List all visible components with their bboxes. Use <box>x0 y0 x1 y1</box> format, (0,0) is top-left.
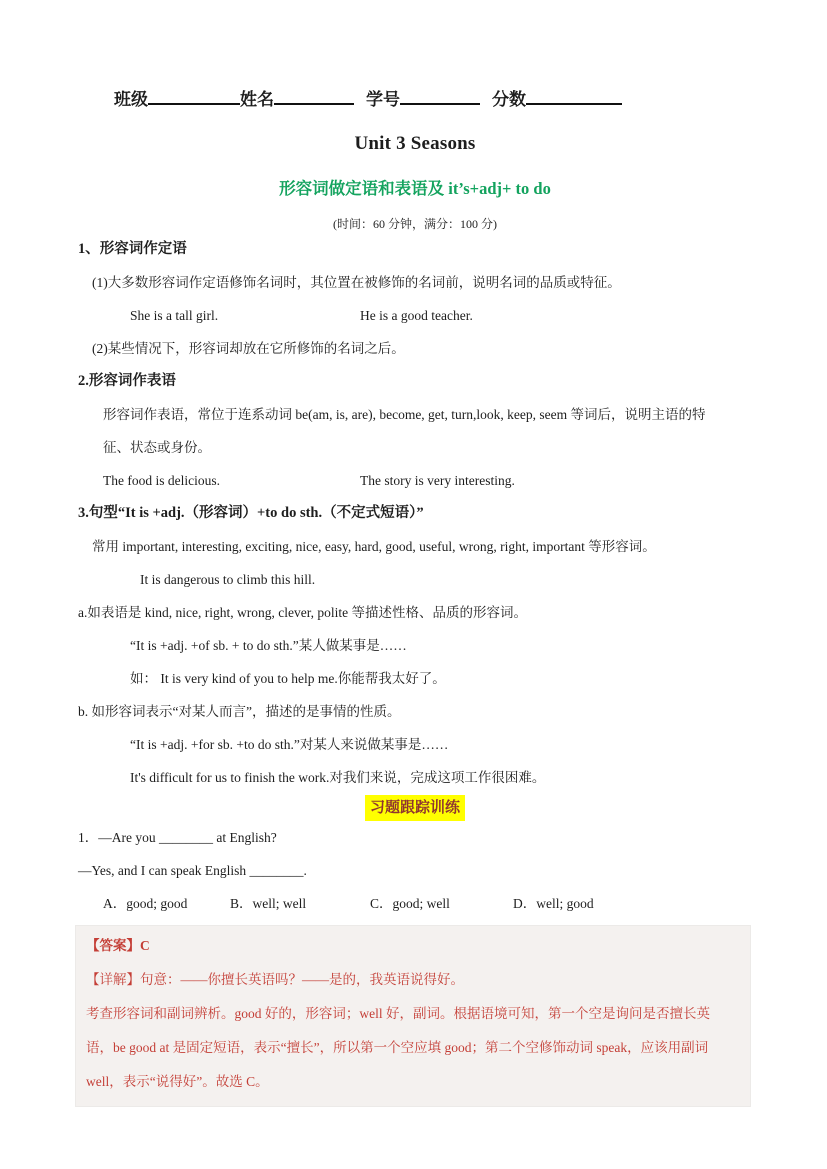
explanation-line: 考查形容词和副词辨析。good 好的，形容词；well 好，副词。根据语境可知，第一个空是询问是否擅长英 <box>86 1006 710 1021</box>
section1-examples <box>78 299 752 332</box>
studentid-blank <box>400 88 480 105</box>
class-label: 班级 <box>114 90 148 109</box>
exercise-banner: 习题跟踪训练 <box>365 795 465 821</box>
header-blanks-row <box>114 88 752 112</box>
section3-pattern-for: “It is +adj. +for sb. +to do sth.”对某人来说做某事是…… <box>130 737 449 752</box>
explanation-line: 【详解】句意：——你擅长英语吗？——是的，我英语说得好。 <box>86 972 464 987</box>
example-sentence: The food is delicious. <box>103 473 220 488</box>
section3-example-for: It's difficult for us to finish the work.对我们来说，完成这项工作很困难。 <box>130 770 546 785</box>
name-blank <box>274 88 354 105</box>
section3-adjective-list: 常用 important, interesting, exciting, nice, easy, hard, good, useful, wrong, right, important 等形容词。 <box>92 539 656 554</box>
time-score-note: (时间：60 分钟，满分：100 分) <box>333 217 497 231</box>
section3-heading: 3.句型“It is +adj.（形容词）+to do sth.（不定式短语）” <box>78 505 424 521</box>
explanation-line: 语，be good at 是固定短语，表示“擅长”，所以第一个空应填 good；第二个空修饰动词 speak，应该用副词 <box>86 1040 709 1055</box>
option-c: C．good; well <box>370 896 450 911</box>
section3-point-b: b. 如形容词表示“对某人而言”，描述的是事情的性质。 <box>78 704 401 719</box>
section3-example: It is dangerous to climb this hill. <box>140 572 316 587</box>
example-sentence: He is a good teacher. <box>360 308 473 323</box>
example-sentence: She is a tall girl. <box>130 308 219 323</box>
section1-heading: 1、形容词作定语 <box>78 241 187 257</box>
section2-heading: 2.形容词作表语 <box>78 373 176 389</box>
section3-example-of: 如： It is very kind of you to help me.你能帮我太好了。 <box>130 671 446 686</box>
class-field <box>114 88 240 112</box>
score-label: 分数 <box>492 90 526 109</box>
section2-rule-line2: 征、状态或身份。 <box>103 440 211 455</box>
section3-pattern-of: “It is +adj. +of sb. + to do sth.”某人做某事是…… <box>130 638 407 653</box>
example-sentence: The story is very interesting. <box>360 473 515 488</box>
question1-line2: —Yes, and I can speak English ________. <box>78 863 307 878</box>
class-blank <box>148 88 240 105</box>
studentid-label: 学号 <box>366 90 400 109</box>
name-label: 姓名 <box>240 90 274 109</box>
exercise-banner-row <box>78 795 752 821</box>
score-field <box>492 88 622 112</box>
score-blank <box>526 88 622 105</box>
answer-line: 【答案】C <box>86 938 150 953</box>
name-field <box>240 88 366 112</box>
section2-examples <box>78 464 752 497</box>
section3-point-a: a.如表语是 kind, nice, right, wrong, clever, polite 等描述性格、品质的形容词。 <box>78 605 528 620</box>
unit-title: Unit 3 Seasons <box>354 133 476 154</box>
section1-rule2: (2)某些情况下，形容词却放在它所修饰的名词之后。 <box>92 341 405 356</box>
section2-rule-line1: 形容词作表语，常位于连系动词 be(am, is, are), become, get, turn,look, keep, seem 等词后，说明主语的特 <box>103 407 706 422</box>
question1-options <box>78 887 752 920</box>
option-a: A．good; good <box>103 896 188 911</box>
question1-line1: 1．—Are you ________ at English? <box>78 830 277 845</box>
studentid-field <box>366 88 492 112</box>
option-b: B．well; well <box>230 896 307 911</box>
answer-explanation-block <box>75 925 751 1107</box>
section1-rule1: (1)大多数形容词作定语修饰名词时，其位置在被修饰的名词前，说明名词的品质或特征。 <box>92 275 621 290</box>
option-d: D．well; good <box>513 896 594 911</box>
explanation-line: well，表示“说得好”。故选 C。 <box>86 1074 269 1089</box>
lesson-subtitle: 形容词做定语和表语及 it’s+adj+ to do <box>279 179 551 198</box>
